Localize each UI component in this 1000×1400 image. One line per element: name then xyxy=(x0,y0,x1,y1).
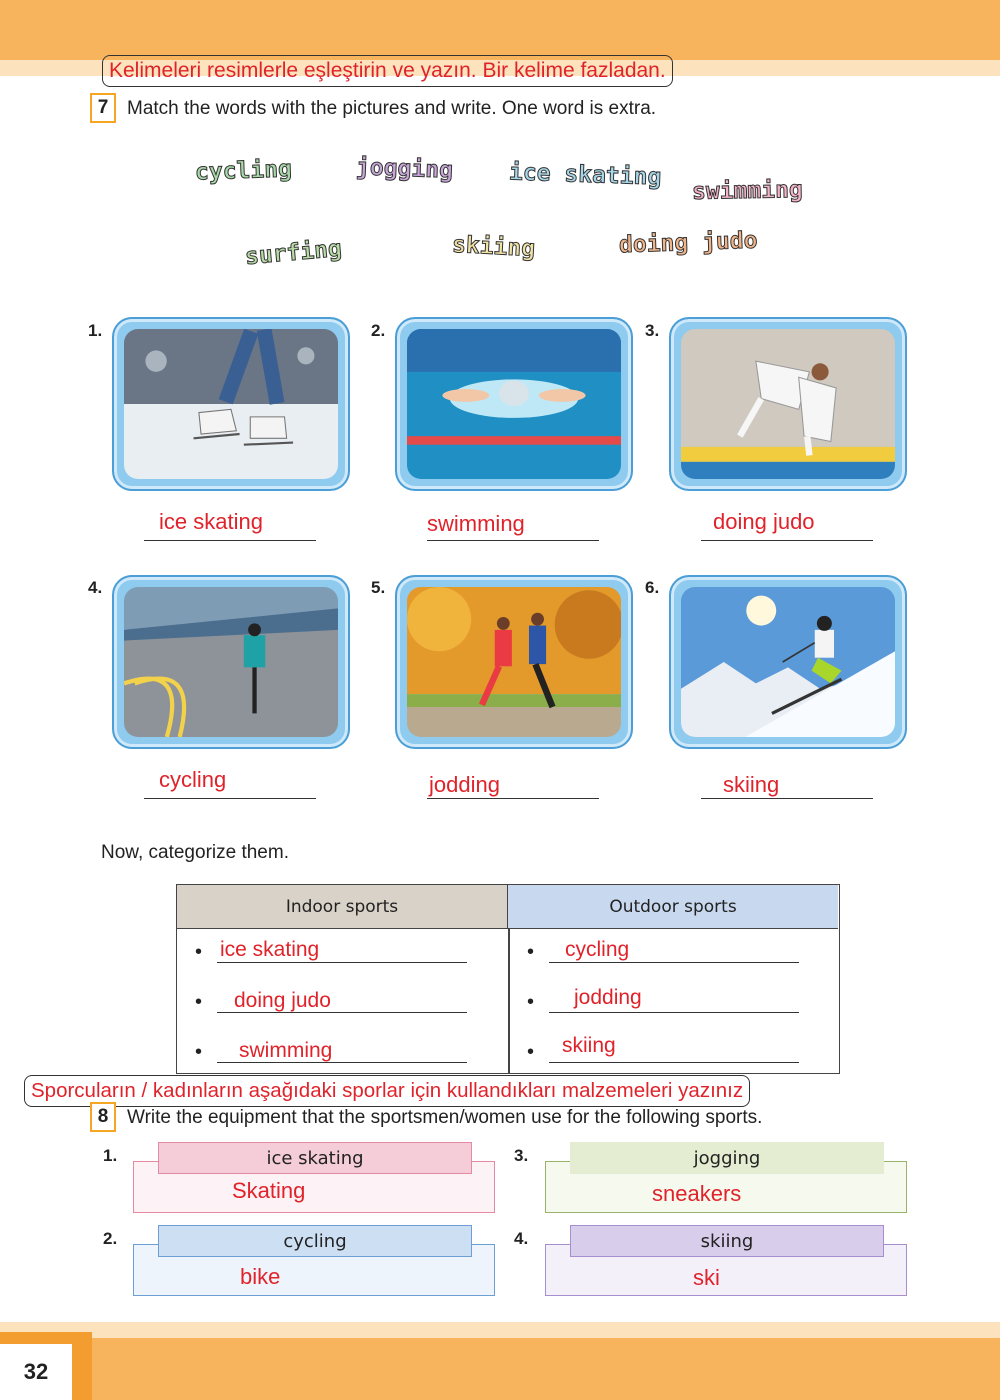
categorize-prompt: Now, categorize them. xyxy=(101,842,289,863)
bullet: • xyxy=(195,941,203,963)
answer-5: jodding xyxy=(429,772,500,797)
bullet: • xyxy=(195,991,203,1013)
equipment-answer-1: Skating xyxy=(232,1178,306,1203)
bullet: • xyxy=(527,1041,535,1063)
picture-label-3: 3. xyxy=(645,321,660,340)
equipment-answer-2: bike xyxy=(240,1264,281,1289)
equipment-label-4: 4. xyxy=(514,1229,529,1248)
outdoor-answer-3: skiing xyxy=(562,1034,616,1057)
exercise-number-7: 7 xyxy=(90,93,116,123)
picture-label-1: 1. xyxy=(88,321,103,340)
instruction-8: Write the equipment that the sportsmen/women use for the following sports. xyxy=(127,1107,763,1128)
outdoor-answer-1: cycling xyxy=(565,938,630,961)
word-skiing: skiing xyxy=(451,231,536,263)
picture-frame-3 xyxy=(669,317,907,491)
indoor-header: Indoor sports xyxy=(177,885,508,929)
picture-frame-1 xyxy=(112,317,350,491)
picture-label-4: 4. xyxy=(88,578,103,597)
word-cycling: cycling xyxy=(194,156,293,186)
picture-label-2: 2. xyxy=(371,321,386,340)
top-orange-band xyxy=(0,0,1000,60)
picture-frame-5 xyxy=(395,575,633,749)
equipment-answer-3: sneakers xyxy=(652,1181,742,1206)
translation-note-7: Kelimeleri resimlerle eşleştirin ve yazın. Bir kelime fazladan. xyxy=(102,55,673,87)
cycling-photo-icon xyxy=(124,587,338,737)
bullet: • xyxy=(527,991,535,1013)
word-jogging: jogging xyxy=(355,154,454,184)
word-swimming: swimming xyxy=(691,177,803,205)
equipment-answer-4: ski xyxy=(693,1265,720,1290)
picture-frame-4 xyxy=(112,575,350,749)
indoor-answer-3: swimming xyxy=(239,1039,333,1062)
outdoor-answer-2: jodding xyxy=(574,986,642,1009)
exercise-number-8: 8 xyxy=(90,1102,116,1132)
bottom-orange-band xyxy=(0,1338,1000,1400)
bullet: • xyxy=(195,1041,203,1063)
equipment-sport-2: cycling xyxy=(158,1225,472,1257)
answer-3: doing judo xyxy=(713,509,815,534)
answer-2: swimming xyxy=(427,511,525,536)
instruction-7: Match the words with the pictures and write. One word is extra. xyxy=(127,98,657,119)
indoor-answer-2: doing judo xyxy=(234,989,331,1012)
skiing-photo-icon xyxy=(681,587,895,737)
picture-label-6: 6. xyxy=(645,578,660,597)
bottom-light-band xyxy=(0,1322,1000,1338)
category-table xyxy=(176,884,840,1074)
word-ice-skating: ice skating xyxy=(508,159,662,191)
indoor-answer-1: ice skating xyxy=(220,938,320,961)
equipment-sport-3: jogging xyxy=(570,1142,884,1174)
answer-6: skiing xyxy=(723,772,780,797)
table-divider xyxy=(508,929,510,1073)
jogging-photo-icon xyxy=(407,587,621,737)
equipment-label-2: 2. xyxy=(103,1229,118,1248)
bullet: • xyxy=(527,941,535,963)
equipment-sport-1: ice skating xyxy=(158,1142,472,1174)
equipment-label-3: 3. xyxy=(514,1146,529,1165)
picture-frame-6 xyxy=(669,575,907,749)
outdoor-header: Outdoor sports xyxy=(508,885,838,929)
swimming-photo-icon xyxy=(407,329,621,479)
answer-1: ice skating xyxy=(159,509,263,534)
equipment-sport-4: skiing xyxy=(570,1225,884,1257)
equipment-label-1: 1. xyxy=(103,1146,118,1165)
ice-skating-photo-icon xyxy=(124,329,338,479)
answer-4: cycling xyxy=(159,767,227,792)
translation-note-8: Sporcuların / kadınların aşağıdaki sporlar için kullandıkları malzemeleri yazınız xyxy=(24,1075,750,1107)
picture-frame-2 xyxy=(395,317,633,491)
word-doing-judo: doing judo xyxy=(618,227,758,259)
judo-photo-icon xyxy=(681,329,895,479)
page-number: 32 xyxy=(0,1344,72,1400)
word-surfing: surfing xyxy=(244,235,343,271)
picture-label-5: 5. xyxy=(371,578,386,597)
